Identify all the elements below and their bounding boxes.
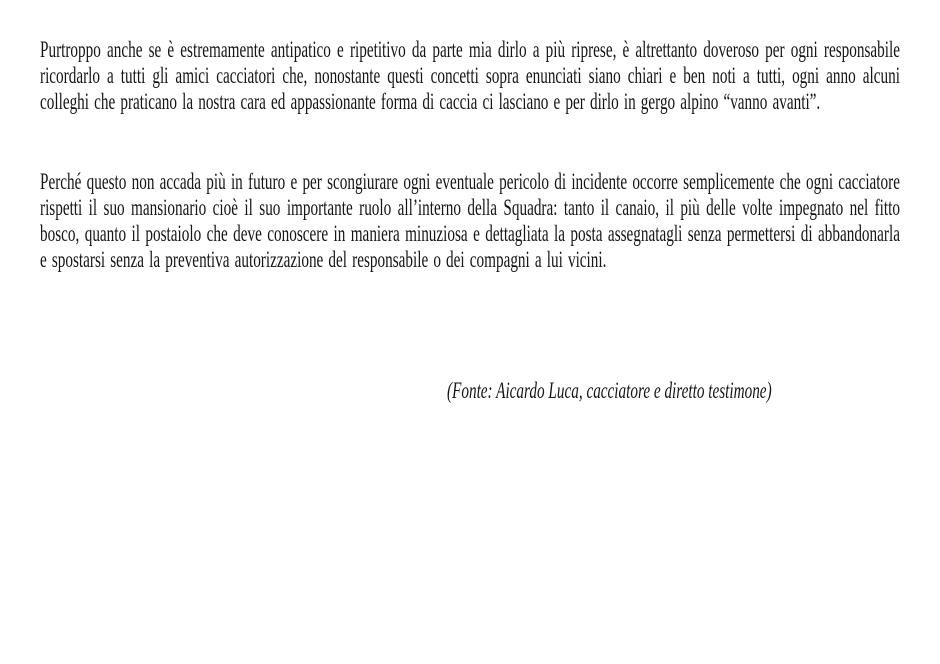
source-attribution: (Fonte: Aicardo Luca, cacciatore e diretto testimone): [447, 378, 772, 403]
body-paragraph-2: Perché questo non accada più in futuro e per scongiurare ogni eventuale pericolo di incidente occorre semplicemente che ogni cacciatore rispetti il suo mansionario cioè il suo importante ruolo all’interno della Squadra: tanto il canaio, il più delle volte impegnato nel fitto bosco, quanto il postaiolo che deve conoscere in maniera minuziosa e dettagliata la posta assegnatagli senza permettersi di abbandonarla e spostarsi senza la preventiva autorizzazione del responsabile o dei compagni a lui vicini.: [40, 169, 900, 272]
body-paragraph-1: Purtroppo anche se è estremamente antipatico e ripetitivo da parte mia dirlo a più riprese, è altrettanto doveroso per ogni responsabile ricordarlo a tutti gli amici cacciatori che, nonostante questi concetti sopra enunciati siano chiari e ben noti a tutti, ogni anno alcuni colleghi che praticano la nostra cara ed appassionante forma di caccia ci lasciano e per dirlo in gergo alpino “vanno avanti”.: [40, 37, 900, 114]
